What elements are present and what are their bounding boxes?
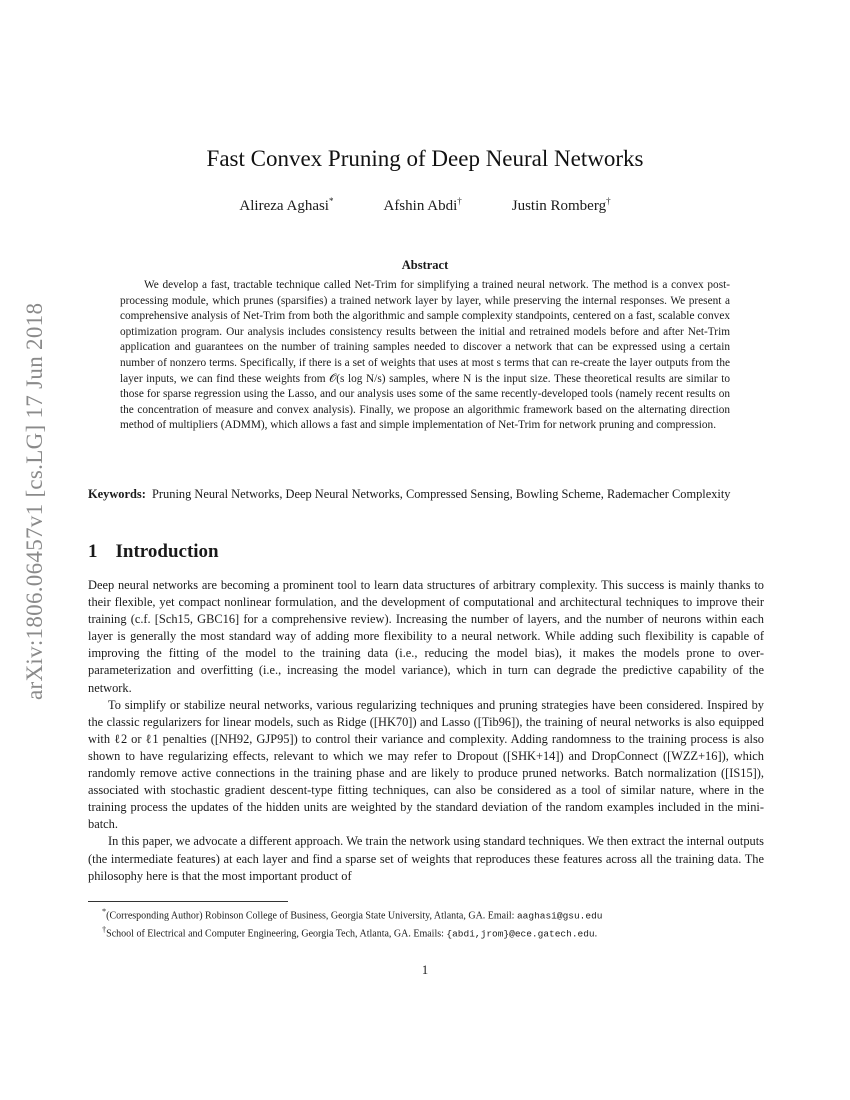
page-number: 1 bbox=[421, 963, 429, 977]
keywords bbox=[88, 486, 764, 503]
author: Alireza Aghasi* bbox=[239, 196, 334, 214]
keywords-text: Pruning Neural Networks, Deep Neural Networks, Compressed Sensing, Bowling Scheme, Rademacher Complexity bbox=[152, 487, 731, 501]
paragraph: In this paper, we advocate a different approach. We train the network using standard techniques. We then extract the internal outputs (the intermediate features) at each layer and find a sparse set of weights that reproduces these features across all the training data. The philosophy here is that the most important product of bbox=[88, 834, 764, 883]
author: Afshin Abdi† bbox=[383, 196, 462, 214]
paragraph: Deep neural networks are becoming a prominent tool to learn data structures of arbitrary complexity. This success is mainly thanks to their flexible, yet compact nonlinear formulation, and the development of computational and architectural techniques to improve their training (c.f. [Sch15, GBC16] for a comprehensive review). Increasing the number of layers, and the number of neurons within each layer is generally the most standard way of adding more flexibility to a neural network. While adding such flexibility is capable of improving the fitting of the model to the training data (i.e., reducing the model bias), it makes the models prone to over-parameterization and overfitting (i.e., increasing the model variance), which in turn can degrade the predictive capability of the network. bbox=[88, 578, 764, 695]
footnote-email: {abdi,jrom}@ece.gatech.edu bbox=[446, 928, 595, 940]
paper-title: Fast Convex Pruning of Deep Neural Networks bbox=[206, 146, 644, 171]
abstract-text: We develop a fast, tractable technique called Net-Trim for simplifying a trained neural network. The method is a convex post-processing module, which prunes (sparsifies) a trained network layer by layer, while preserving the internal responses. We present a comprehensive analysis of Net-Trim from both the algorithmic and sample complexity standpoints, centered on a fast, scalable convex optimization program. Our analysis includes consistency results between the initial and retrained models before and after Net-Trim application and guarantees on the number of training samples needed to discover a network that can be expressed using a certain number of nonzero terms. Specifically, if there is a set of weights that uses at most s terms that can re-create the layer outputs from the layer inputs, we can find these weights from 𝒪(s log N/s) samples, where N is the input size. These theoretical results are similar to those for sparse regression using the Lasso, and our analysis uses some of the same recently-developed tools (namely recent results on the concentration of measure and convex analysis). Finally, we propose an algorithmic framework based on the alternating direction method of multipliers (ADMM), which allows a fast and simple implementation of Net-Trim for network pruning and compression. bbox=[120, 279, 730, 432]
abstract-heading: Abstract bbox=[401, 258, 449, 272]
keywords-label: Keywords: bbox=[88, 487, 146, 501]
section-heading bbox=[88, 541, 219, 563]
author: Justin Romberg† bbox=[511, 196, 611, 214]
author-list bbox=[0, 192, 850, 215]
footnote: †School of Electrical and Computer Engineering, Georgia Tech, Atlanta, GA. Emails: {abdi,jrom}@ece.gatech.edu. bbox=[102, 924, 598, 940]
arxiv-identifier-stamp: arXiv:1806.06457v1 [cs.LG] 17 Jun 2018 bbox=[22, 302, 47, 700]
footnote-divider bbox=[88, 901, 288, 902]
body-text bbox=[88, 577, 764, 885]
paragraph: To simplify or stabilize neural networks, various regularizing techniques and pruning strategies have been considered. Inspired by the classic regularizers for linear models, such as Ridge ([HK70]) and Lasso ([Tib96]), the training of neural networks is also equipped with ℓ2 or ℓ1 penalties ([NH92, GJP95]) to control their variance and complexity. Adding randomness to the training process is also shown to have regularizing effects, relevant to which we may refer to Dropout ([SHK+14]) and DropConnect ([WZZ+16]), which randomly remove active connections in the training phase and are likely to produce pruned networks. Batch normalization ([IS15]), associated with stochastic gradient descent-type fitting techniques, can also be considered as a tool of similar nature, where in the training process the updates of the hidden units are weighted by the standard deviation of the random examples included in the mini-batch. bbox=[88, 697, 764, 832]
footnote: *(Corresponding Author) Robinson College of Business, Georgia State University, Atlanta, GA. Email: aaghasi@gsu.edu bbox=[102, 907, 603, 922]
section-number: 1 bbox=[88, 541, 98, 562]
section-title: Introduction bbox=[115, 541, 219, 562]
footnote-email: aaghasi@gsu.edu bbox=[516, 910, 603, 922]
footnotes bbox=[88, 905, 764, 941]
